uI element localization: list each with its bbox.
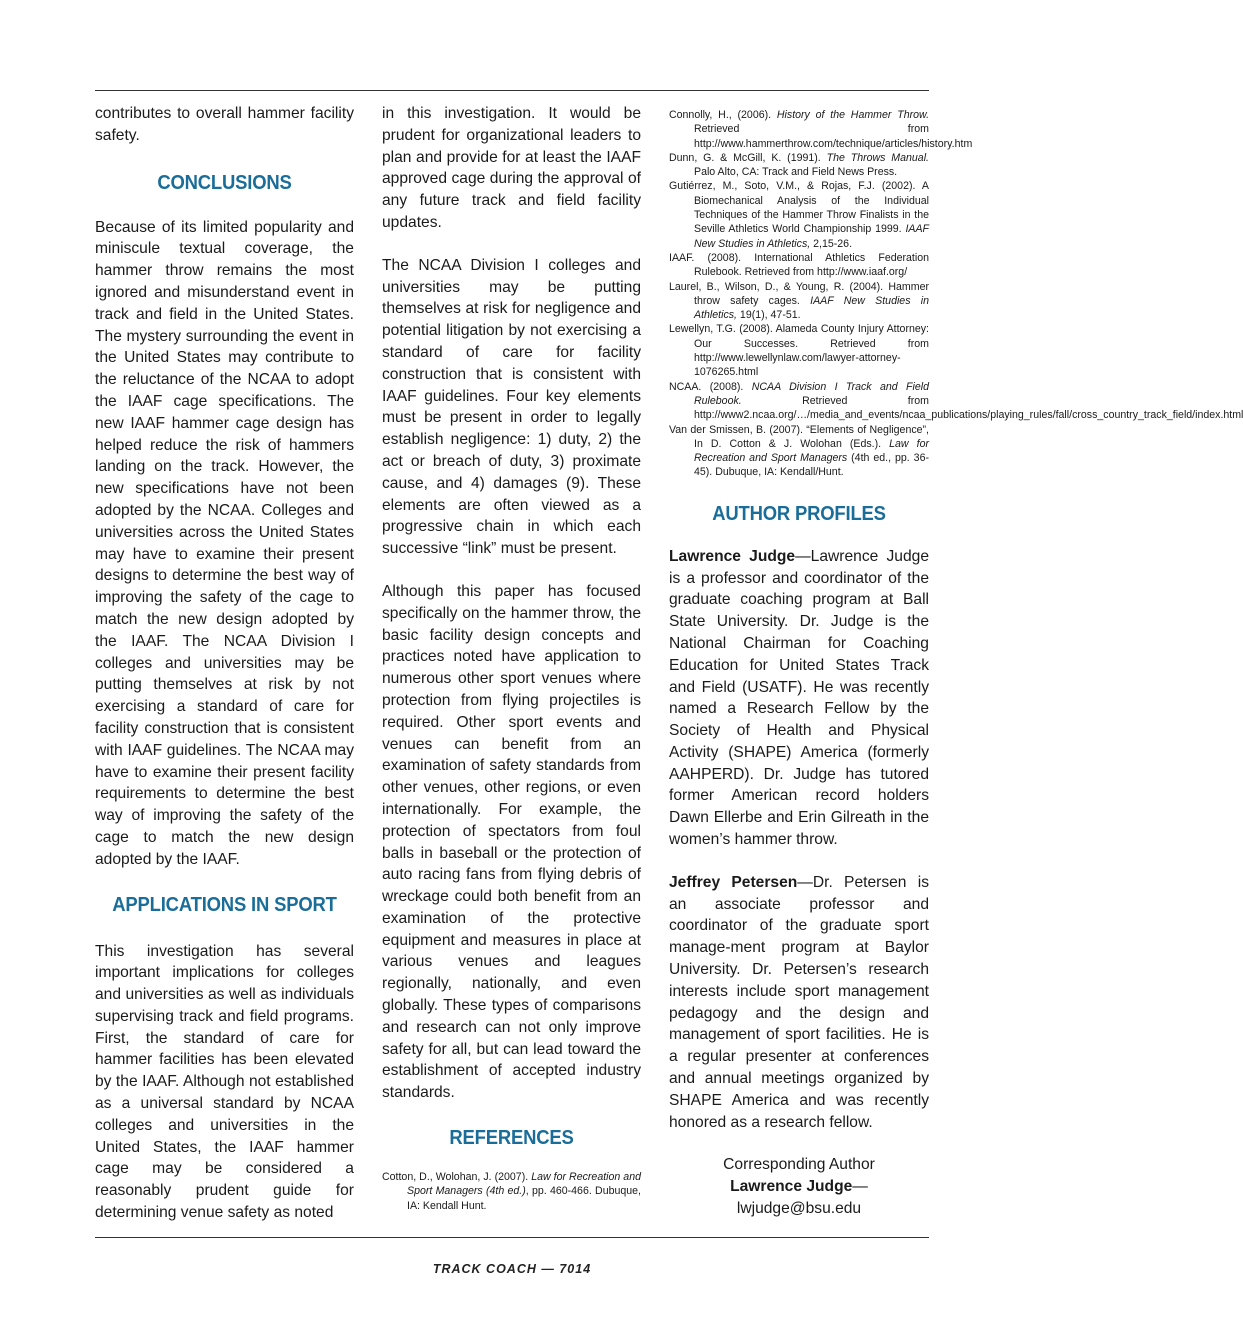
reference-title: Law for Recreation and Sport Managers xyxy=(694,437,929,465)
reference-item xyxy=(669,322,929,379)
reference-title: History of the Hammer Throw. xyxy=(776,109,930,121)
reference-text: 19(1), 47-51. xyxy=(736,309,801,322)
column-2 xyxy=(382,103,641,1213)
applications-heading: APPLICATIONS IN SPORT xyxy=(112,892,337,916)
corresponding-author-label: Corresponding Author xyxy=(723,1156,875,1174)
reference-item xyxy=(669,423,929,480)
reference-item xyxy=(669,179,929,250)
conclusions-heading: CONCLUSIONS xyxy=(157,170,292,194)
reference-item xyxy=(382,1170,641,1213)
reference-text: Cotton, D., Wolohan, J. (2007). xyxy=(382,1171,532,1184)
reference-text: (4th ed., pp. 36-45). Dubuque, IA: Kendall/Hunt. xyxy=(694,452,929,479)
author-bio: —Dr. Petersen is an associate professor and coordinator of the graduate sport manage-ment program at Baylor University. Dr. Petersen’s research interests include sport management pedagogy and the design and management of sport facilities. He is a regular presenter at conferences and annual meetings organized by SHAPE America and was recently honored as a research fellow. xyxy=(669,873,929,1131)
reference-text: Van der Smissen, B. (2007). “Elements of Negligence”, In D. Cotton & J. Wolohan (Eds.). xyxy=(669,423,929,450)
reference-text: , pp. 460-466. Dubuque, IA: Kendall Hunt. xyxy=(407,1185,641,1212)
reference-title: Law for Recreation and Sport Managers (4th ed.) xyxy=(407,1171,641,1198)
reference-text: Laurel, B., Wilson, D., & Young, R. (2004). Hammer throw safety cages. xyxy=(669,280,929,307)
body-paragraph: Although this paper has focused specifically on the hammer throw, the basic facility design concepts and practices noted have application to numerous other sport venues where protection from flying projectiles is required. Other sport events and venues can benefit from an examination of safety standards from other venues, other regions, or even internationally. For example, the protection of spectators from foul balls in baseball or the protection of auto racing fans from flying debris of wreckage could both benefit from an examination of the protective equipment and measures in place at various venues and leagues regionally, nationally, and even globally. These types of comparisons and research can not only improve safety for all, but can lead toward the establishment of accepted industry standards. xyxy=(382,582,641,1102)
reference-title: IAAF New Studies in Athletics, xyxy=(694,223,929,250)
author-bio: —Lawrence Judge is a professor and coordinator of the graduate coaching program at Ball State University. Dr. Judge is the National Chairman for Coaching Education for United States Track and Field (USATF). He was recently named a Research Fellow by the Society of Health and Physical Activity (SHAPE) America (formerly AAHPERD). Dr. Judge has tutored former American record holders Dawn Ellerbe and Erin Gilreath in the women’s hammer throw. xyxy=(669,547,929,849)
reference-title: IAAF New Studies in Athletics, xyxy=(694,294,929,322)
reference-text: IAAF. (2008). International Athletics Federation Rulebook. Retrieved from http://www.iaaf.org/ xyxy=(669,251,929,279)
author-profiles-heading: AUTHOR PROFILES xyxy=(712,501,886,525)
reference-title: NCAA Division I Track and Field Rulebook. xyxy=(694,380,929,407)
body-paragraph: The NCAA Division I colleges and universities may be putting themselves at risk for negligence and potential litigation by not exercising a standard of care for facility construction that is consistent with IAAF guidelines. Four key elements must be present in order to legally establish negligence: 1) duty, 2) the act or breach of duty, 3) proximate cause, and 4) damages (9). These elements are often viewed as a progressive chain in which each successive “link” must be present. xyxy=(382,256,641,558)
reference-item xyxy=(669,280,929,323)
bottom-rule xyxy=(95,1237,929,1238)
reference-text: NCAA. (2008). xyxy=(669,380,752,393)
intro-paragraph: contributes to overall hammer facility safety. xyxy=(95,105,354,144)
reference-text: Retrieved from http://www.hammerthrow.com/technique/articles/history.htm xyxy=(694,123,973,150)
corresponding-author-name: Lawrence Judge xyxy=(730,1178,853,1196)
column-1 xyxy=(95,103,354,1224)
corresponding-author-line xyxy=(669,1176,929,1220)
column-3 xyxy=(669,108,1243,1220)
reference-text: Retrieved from http://www2.ncaa.org/…/media_and_events/ncaa_publications/playing_rules/fall/cross_country_track_field/index.html xyxy=(694,394,1243,422)
reference-text: Gutiérrez, M., Soto, V.M., & Rojas, F.J. (2002). A Biomechanical Analysis of the Individual Techniques of the Hammer Throw Finalists in the Seville Athletics World Championship 1999. xyxy=(669,180,929,236)
applications-paragraph: This investigation has several important implications for colleges and universities as well as individuals supervising track and field programs. First, the standard of care for hammer facilities has been elevated by the IAAF. Although not established as a universal standard by NCAA colleges and universities in the United States, the IAAF hammer cage may be considered a reasonably prudent guide for determining venue safety as noted xyxy=(95,942,354,1222)
references-heading: REFERENCES xyxy=(449,1126,574,1150)
reference-text: Lewellyn, T.G. (2008). Alameda County Injury Attorney: Our Successes. Retrieved from http://www.lewellynlaw.com/lawyer-attorney-1076265.html xyxy=(669,323,929,379)
author-profile xyxy=(669,546,929,851)
reference-item xyxy=(669,108,973,151)
author-name: Jeffrey Petersen xyxy=(669,873,798,891)
page-footer: TRACK COACH — 7014 xyxy=(432,1262,592,1276)
conclusions-paragraph: Because of its limited popularity and miniscule textual coverage, the hammer throw remains the most ignored and misunderstand event in track and field in the United States. The mystery surrounding the event in the United States may contribute to the reluctance of the NCAA to adopt the IAAF cage specifications. The new IAAF hammer cage design has helped reduce the risk of hammers landing on the track. However, the new specifications have not been adopted by the NCAA. Colleges and universities across the United States may have to examine their present designs to determine the best way of improving the safety of the cage to match the new design adopted by the IAAF. The NCAA Division I colleges and universities may be putting themselves at risk by not exercising a standard of care for facility construction that is consistent with IAAF guidelines. The NCAA may have to examine their present facility requirements to determine the best way of improving the safety of the cage to match the new design adopted by the IAAF. xyxy=(95,218,354,868)
reference-text: 2,15-26. xyxy=(810,237,853,250)
reference-text: Dunn, G. & McGill, K. (1991). xyxy=(669,151,827,164)
corresponding-author-email: —lwjudge@bsu.edu xyxy=(736,1178,868,1218)
top-rule xyxy=(95,90,929,91)
reference-item xyxy=(669,380,1243,423)
reference-item xyxy=(669,151,929,180)
reference-text: Palo Alto, CA: Track and Field News Press. xyxy=(694,166,898,179)
author-profile xyxy=(669,872,929,1134)
body-paragraph: in this investigation. It would be prudent for organizational leaders to plan and provide for at least the IAAF approved cage during the approval of any future track and field facility updates. xyxy=(382,105,641,231)
reference-title: The Throws Manual. xyxy=(826,151,929,164)
reference-list xyxy=(669,108,1243,480)
reference-item xyxy=(669,251,929,280)
reference-text: Connolly, H., (2006). xyxy=(669,109,777,121)
author-name: Lawrence Judge xyxy=(669,547,796,565)
